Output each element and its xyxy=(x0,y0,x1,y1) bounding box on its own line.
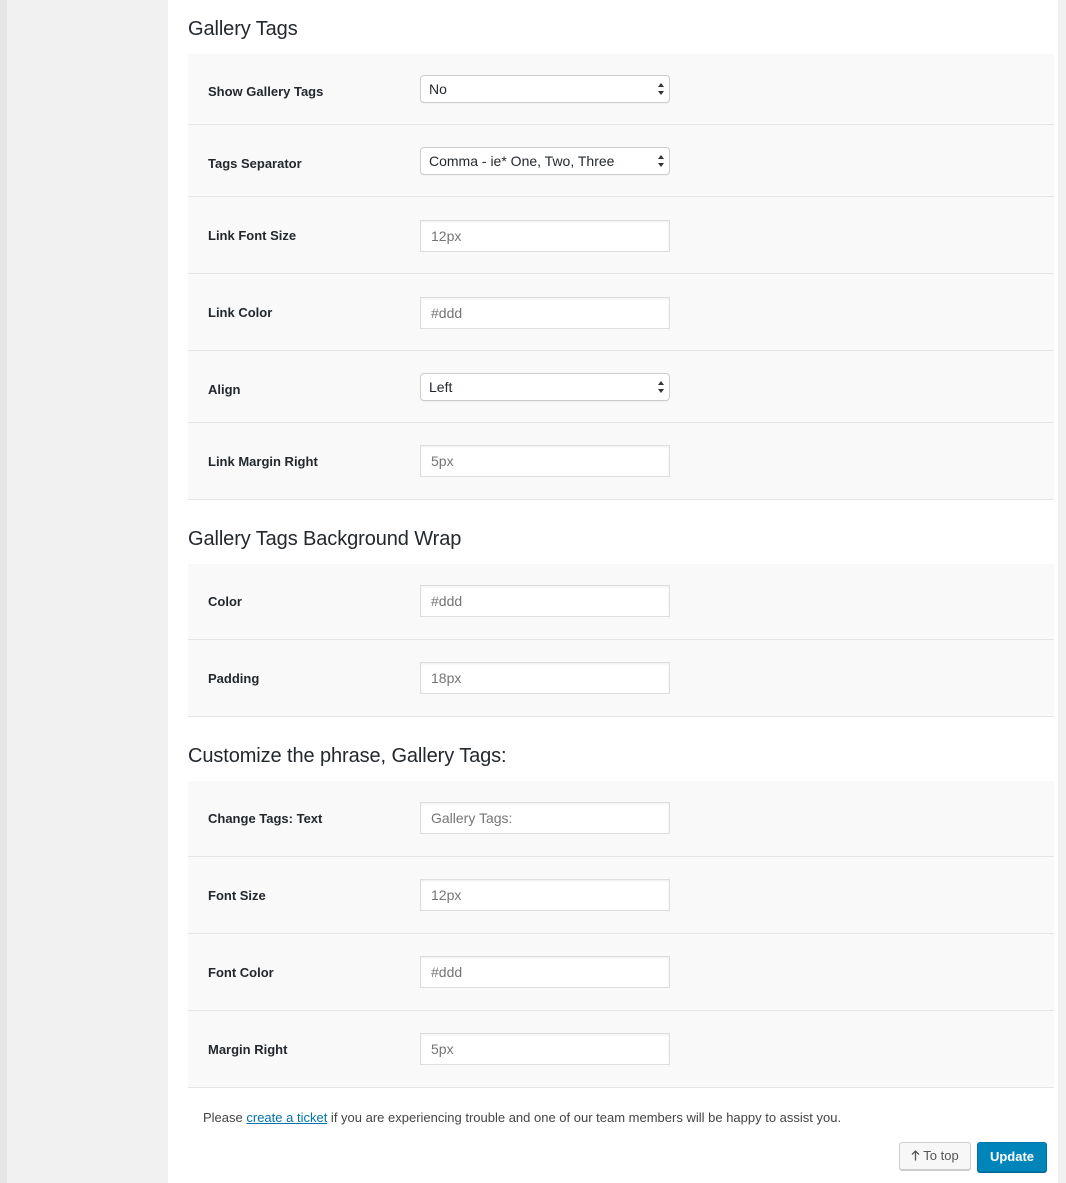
link-margin-right-input[interactable] xyxy=(420,445,670,477)
label-show-gallery-tags: Show Gallery Tags xyxy=(208,84,324,99)
support-note-prefix: Please xyxy=(203,1110,247,1125)
section-title-customize-phrase: Customize the phrase, Gallery Tags: xyxy=(188,745,507,767)
arrow-up-icon xyxy=(911,1150,920,1161)
update-button[interactable]: Update xyxy=(977,1142,1047,1172)
tags-separator-select[interactable] xyxy=(420,147,670,175)
label-align: Align xyxy=(208,382,241,397)
to-top-button[interactable] xyxy=(899,1142,971,1170)
label-font-color: Font Color xyxy=(208,965,274,980)
row-padding xyxy=(188,640,1054,717)
row-tags-separator xyxy=(188,125,1054,197)
right-gutter xyxy=(1058,0,1066,1183)
row-link-color xyxy=(188,274,1054,351)
row-show-gallery-tags xyxy=(188,54,1054,125)
left-edge xyxy=(0,0,7,1183)
section-title-background-wrap: Gallery Tags Background Wrap xyxy=(188,528,462,550)
align-value: Left xyxy=(429,379,453,395)
customize-phrase-table xyxy=(188,781,1054,1088)
gallery-tags-table xyxy=(188,54,1054,500)
label-link-margin-right: Link Margin Right xyxy=(208,454,318,469)
select-arrows-icon xyxy=(657,81,665,97)
font-color-input[interactable] xyxy=(420,956,670,988)
wrap-padding-input[interactable] xyxy=(420,662,670,694)
link-color-input[interactable] xyxy=(420,297,670,329)
row-align xyxy=(188,351,1054,423)
support-note xyxy=(203,1110,841,1125)
create-ticket-link[interactable]: create a ticket xyxy=(246,1110,328,1125)
font-size-input[interactable] xyxy=(420,879,670,911)
label-padding: Padding xyxy=(208,671,260,686)
label-change-tags-text: Change Tags: Text xyxy=(208,811,323,826)
label-link-color: Link Color xyxy=(208,305,273,320)
margin-right-input[interactable] xyxy=(420,1033,670,1065)
show-gallery-tags-select[interactable] xyxy=(420,75,670,103)
label-link-font-size: Link Font Size xyxy=(208,228,297,243)
admin-sidebar xyxy=(7,0,168,1183)
label-margin-right: Margin Right xyxy=(208,1042,288,1057)
support-note-suffix: if you are experiencing trouble and one of our team members will be happy to assist you. xyxy=(327,1110,842,1125)
row-color xyxy=(188,564,1054,640)
label-tags-separator: Tags Separator xyxy=(208,156,302,171)
background-wrap-table xyxy=(188,564,1054,717)
link-font-size-input[interactable] xyxy=(420,220,670,252)
row-link-font-size xyxy=(188,197,1054,274)
tags-separator-value: Comma - ie* One, Two, Three xyxy=(429,153,615,169)
label-color: Color xyxy=(208,594,242,609)
wrap-color-input[interactable] xyxy=(420,585,670,617)
select-arrows-icon xyxy=(657,379,665,395)
show-gallery-tags-value: No xyxy=(429,81,447,97)
row-link-margin-right xyxy=(188,423,1054,500)
row-change-tags-text xyxy=(188,781,1054,857)
label-font-size: Font Size xyxy=(208,888,266,903)
settings-panel xyxy=(168,0,1058,1183)
select-arrows-icon xyxy=(657,153,665,169)
to-top-label: To top xyxy=(923,1148,959,1163)
align-select[interactable] xyxy=(420,373,670,401)
row-font-color xyxy=(188,934,1054,1011)
row-font-size xyxy=(188,857,1054,934)
change-tags-text-input[interactable] xyxy=(420,802,670,834)
section-title-gallery-tags: Gallery Tags xyxy=(188,18,298,40)
row-margin-right xyxy=(188,1011,1054,1088)
